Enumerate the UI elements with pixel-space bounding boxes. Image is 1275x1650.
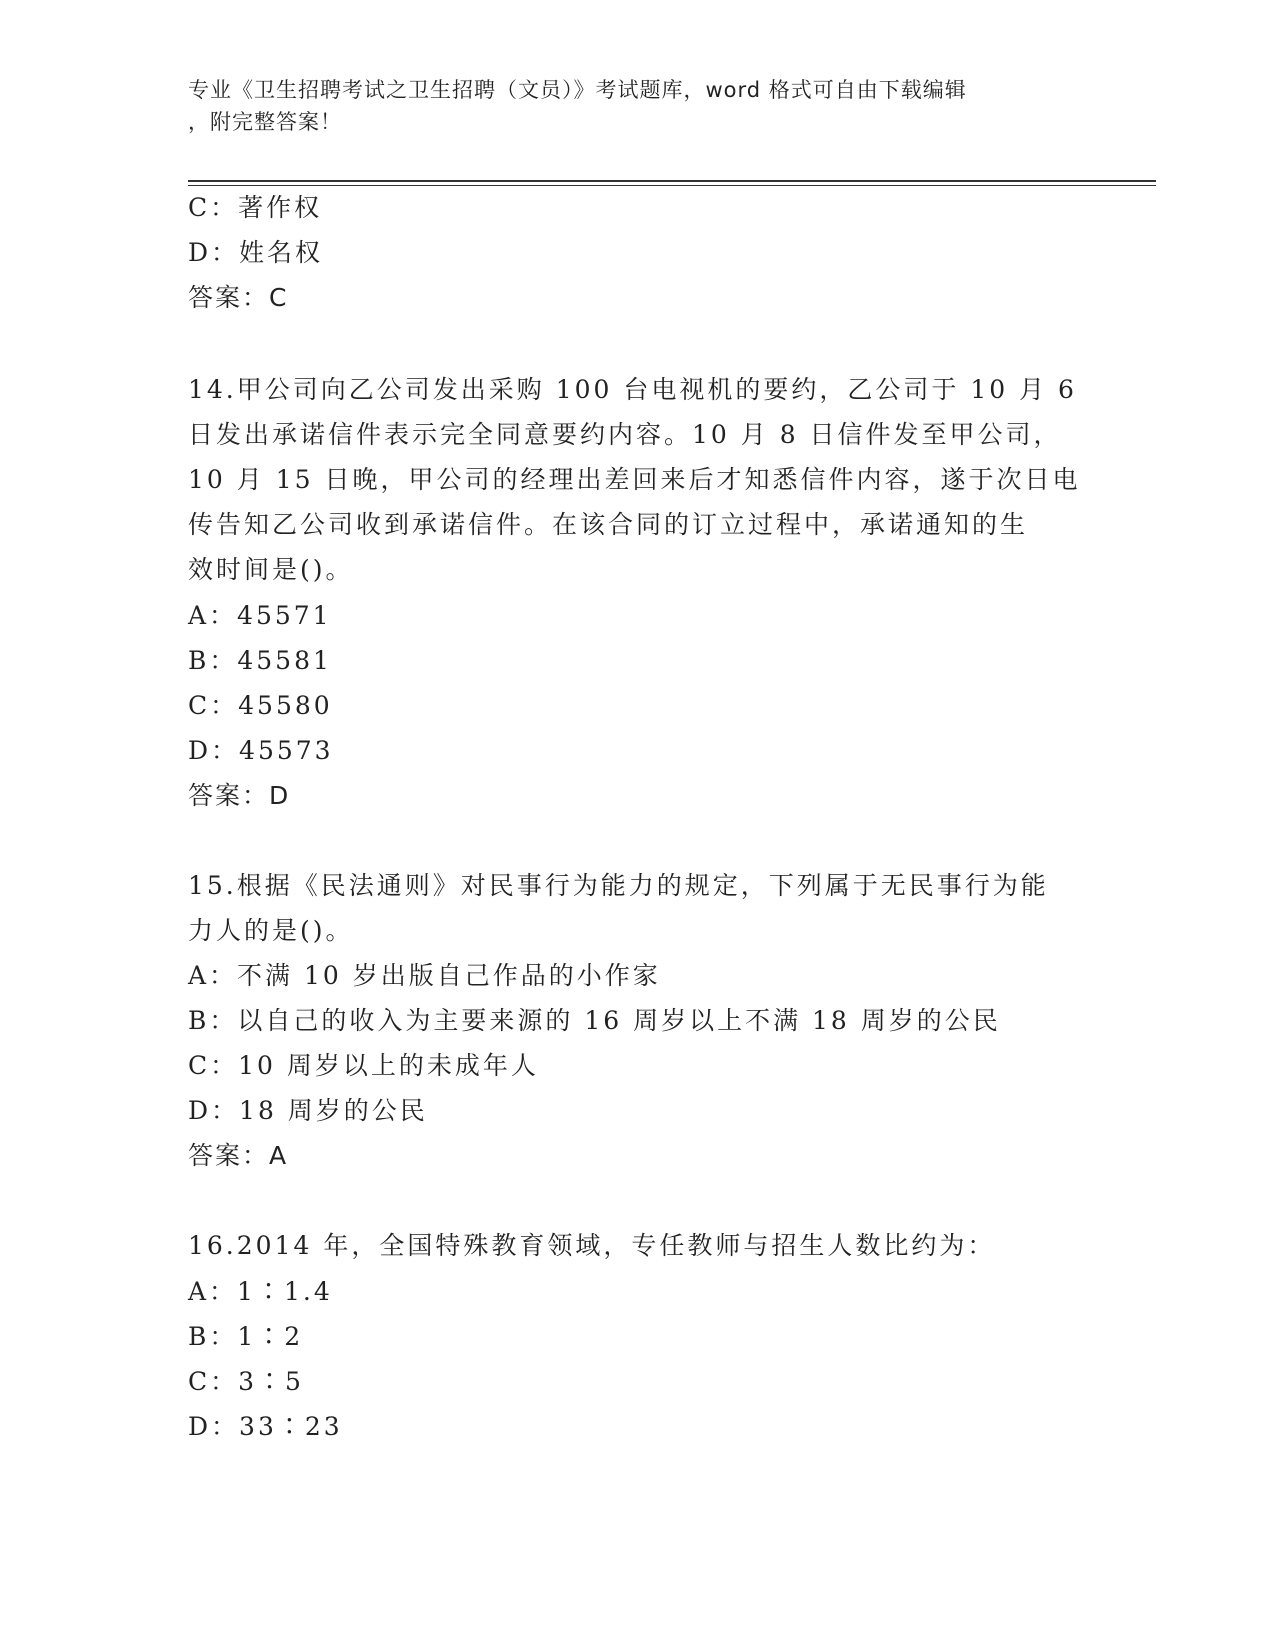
q16-option-d: D：33∶23	[188, 1412, 343, 1441]
q14-text-line-5: 效时间是()。	[188, 555, 354, 584]
q15-option-d: D：18 周岁的公民	[188, 1096, 428, 1125]
q15-option-c: C：10 周岁以上的未成年人	[188, 1051, 539, 1080]
prev-option-d: D：姓名权	[188, 238, 324, 267]
q14-text-line-3: 10 月 15 日晚，甲公司的经理出差回来后才知悉信件内容，遂于次日电	[188, 465, 1081, 494]
q16-option-b: B：1∶2	[188, 1322, 304, 1351]
q15-option-a: A：不满 10 岁出版自己作品的小作家	[188, 961, 661, 990]
prev-answer: 答案：C	[188, 283, 289, 312]
q14-text-line-4: 传告知乙公司收到承诺信件。在该合同的订立过程中，承诺通知的生	[188, 510, 1029, 539]
q16-option-c: C：3∶5	[188, 1367, 304, 1396]
q14-option-c: C：45580	[188, 691, 333, 720]
prev-option-c: C：著作权	[188, 193, 323, 222]
page-header	[188, 74, 1088, 138]
q15-option-b: B：以自己的收入为主要来源的 16 周岁以上不满 18 周岁的公民	[188, 1006, 1001, 1035]
q14-option-a: A：45571	[188, 601, 332, 630]
q14-text-line-2: 日发出承诺信件表示完全同意要约内容。10 月 8 日信件发至甲公司，	[188, 420, 1062, 449]
q14-text-line-1: 14.甲公司向乙公司发出采购 100 台电视机的要约，乙公司于 10 月 6	[188, 375, 1077, 404]
header-line-2: ，附完整答案！	[188, 110, 342, 134]
q15-answer: 答案：A	[188, 1141, 289, 1170]
q16-text-line-1: 16.2014 年，全国特殊教育领域，专任教师与招生人数比约为：	[188, 1231, 996, 1260]
header-divider	[188, 180, 1156, 186]
q14-answer: 答案：D	[188, 781, 291, 810]
header-line-1: 专业《卫生招聘考试之卫生招聘（文员）》考试题库，word 格式可自由下载编辑	[188, 78, 967, 102]
q15-text-line-2: 力人的是()。	[188, 916, 354, 945]
q14-option-d: D：45573	[188, 736, 334, 765]
q16-option-a: A：1∶1.4	[188, 1277, 333, 1306]
q15-text-line-1: 15.根据《民法通则》对民事行为能力的规定，下列属于无民事行为能	[188, 871, 1049, 900]
q14-option-b: B：45581	[188, 646, 332, 675]
